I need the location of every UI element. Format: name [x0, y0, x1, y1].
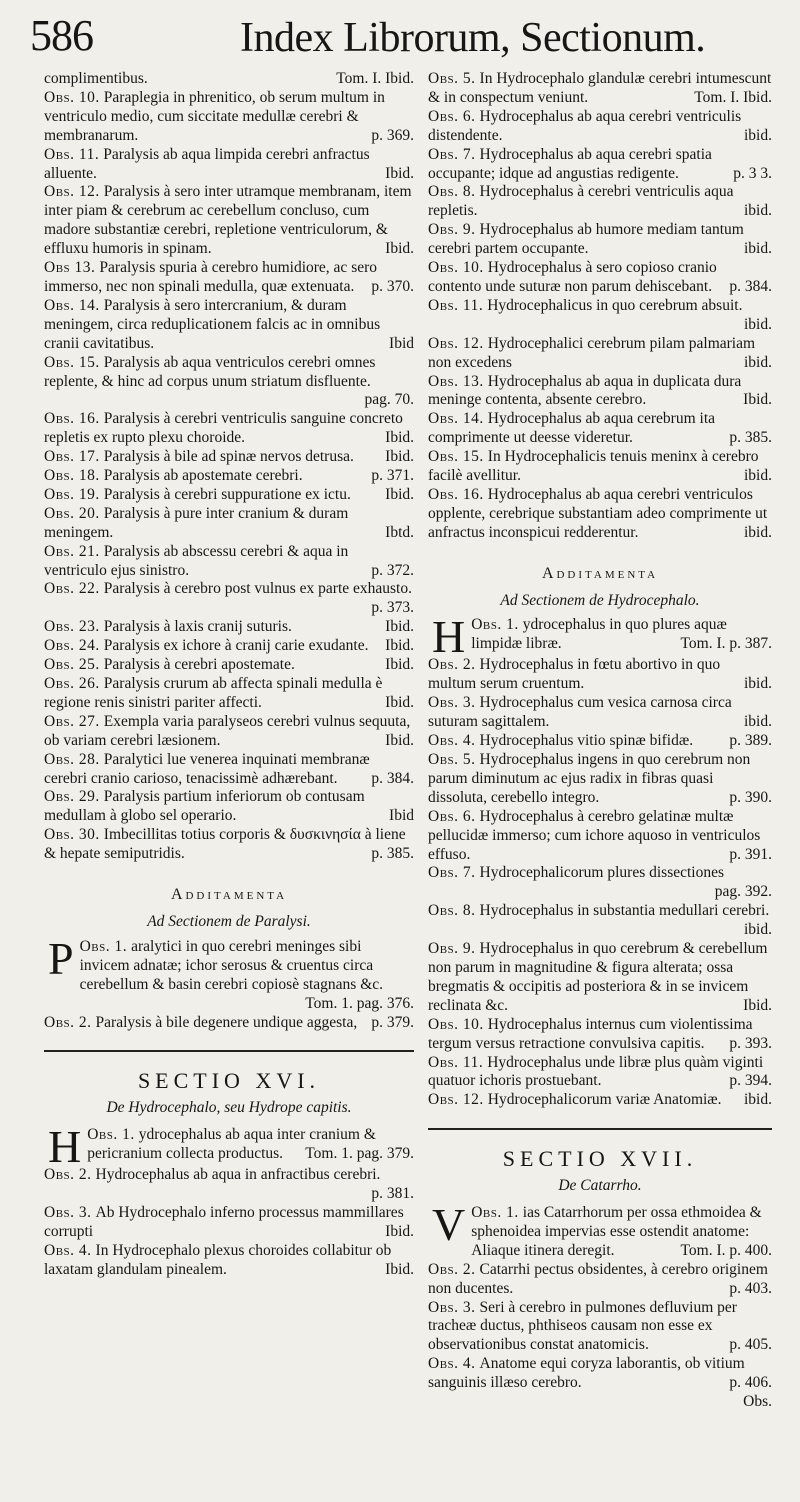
index-entry — [44, 618, 414, 637]
observation-label: Obs. 1. — [87, 1126, 135, 1144]
page-reference: p. 384. — [729, 277, 772, 295]
observation-label: Obs. 10. — [428, 1015, 484, 1033]
entry-text: Anatome equi coryza laborantis, ob vitium sanguinis illæso cerebro. — [428, 1355, 745, 1392]
entry-text: In Hydrocephalicis tenuis meninx à cerebro facilè avellitur. — [428, 448, 759, 485]
observation-label: Obs. 16. — [428, 485, 484, 503]
page-reference: p. 385. — [729, 429, 772, 447]
page-reference: ibid. — [744, 921, 772, 939]
index-entry — [428, 373, 772, 411]
observation-label: Obs. 2. — [44, 1013, 92, 1031]
observation-label: Obs. 1. — [471, 1204, 519, 1222]
entry-text: Ab Hydrocephalo inferno processus mammillares corrupti — [44, 1204, 404, 1240]
page-reference: Ibid. — [385, 429, 414, 447]
index-entry — [44, 259, 414, 297]
right-additamenta-list — [428, 611, 772, 1110]
entry-text: Paralysis ab apostemate cerebri. — [103, 467, 303, 485]
index-entry — [44, 486, 414, 505]
index-entry — [44, 1166, 414, 1204]
page-reference: Ibid — [389, 334, 414, 352]
index-entry — [44, 656, 414, 675]
observation-label: Obs. 13. — [428, 372, 484, 390]
page-reference: p. 372. — [371, 561, 414, 579]
page-reference: Ibid. — [385, 164, 414, 182]
page-reference: Ibid. — [385, 448, 414, 466]
observation-label: Obs. 12. — [428, 334, 484, 352]
section17-list — [428, 1199, 772, 1393]
entry-text: In Hydrocephalo glandulæ cerebri intumescunt & in conspectum veniunt. — [428, 70, 772, 106]
observation-label: Obs. 6. — [428, 107, 476, 125]
left-additamenta-subheading: Ad Sectionem de Paralysi. — [147, 912, 311, 930]
entry-text: Paralysis à cerebri apostemate. — [103, 656, 295, 674]
index-entry — [428, 297, 772, 335]
left-entries-list — [44, 70, 414, 864]
index-entry — [44, 183, 414, 259]
observation-label: Obs. 2. — [428, 656, 476, 674]
observation-label: Obs. 15. — [44, 353, 100, 371]
page-reference: Ibid. — [385, 618, 414, 636]
index-entry — [428, 751, 772, 808]
entry-text: Hydrocephalicorum variæ Anatomiæ. — [487, 1091, 722, 1109]
index-entry — [44, 410, 414, 448]
observation-label: Obs. 16. — [44, 410, 100, 428]
observation-label: Obs. 2. — [428, 1260, 476, 1278]
entry-text: Paralytici lue venerea inquinati membranæ cerebri cranio carioso, tenacissimè adhærebant. — [44, 750, 370, 787]
entry-text: Hydrocephalus in substantia medullari cerebri. — [479, 902, 770, 920]
section-divider — [428, 1128, 772, 1130]
observation-label: Obs. 22. — [44, 580, 100, 598]
entry-text: Exempla varia paralyseos cerebri vulnus sequuta, ob variam cerebri læsionem. — [44, 712, 411, 749]
observation-label: Obs. 19. — [44, 485, 100, 503]
index-entry — [44, 932, 414, 1014]
entry-text: In Hydrocephalo plexus choroides collabitur ob laxatam glandulam pinealem. — [44, 1241, 392, 1278]
entry-text: ydrocephalus ab aqua inter cranium & pericranium collecta productus. — [87, 1126, 376, 1163]
page-reference: p. 405. — [729, 1336, 772, 1354]
index-entry — [428, 1355, 772, 1393]
index-entry — [44, 580, 414, 618]
observation-label: Obs. 20. — [44, 504, 100, 522]
index-entry — [44, 675, 414, 713]
page-reference: pag. 70. — [364, 391, 414, 409]
page-reference: p. 3 3. — [733, 164, 772, 182]
right-additamenta-heading: Additamenta — [541, 564, 659, 582]
index-entry — [428, 221, 772, 259]
observation-label: Obs. 24. — [44, 637, 100, 655]
entry-text: Paralysis à bile ad spinæ nervos detrusa. — [103, 448, 354, 466]
page-reference: Tom. I. Ibid. — [336, 70, 414, 87]
entry-text: Hydrocephalicus in quo cerebrum absuit. — [487, 296, 743, 314]
page-reference: Tom. I. p. 387. — [680, 635, 772, 653]
page-reference: p. 391. — [729, 845, 772, 863]
observation-label: Obs. 1. — [471, 616, 519, 634]
index-entry — [428, 486, 772, 543]
entry-text: Hydrocephalici cerebrum pilam palmariam non excedens — [428, 334, 756, 371]
page-reference: p. 403. — [729, 1279, 772, 1297]
entry-text: Paralysis ab aqua limpida cerebri anfractus alluente. — [44, 145, 370, 182]
index-entry — [428, 1054, 772, 1092]
observation-label: Obs. 11. — [44, 145, 100, 163]
index-entry — [428, 732, 772, 751]
observation-label: Obs. 14. — [44, 296, 100, 314]
left-column — [44, 70, 414, 1280]
page-reference: ibid. — [744, 675, 772, 693]
index-entry — [428, 183, 772, 221]
observation-label: Obs. 10. — [428, 259, 484, 277]
index-entry — [428, 146, 772, 184]
observation-label: Obs. 5. — [428, 70, 476, 87]
index-entry — [44, 448, 414, 467]
entry-text: Hydrocephalus ab aqua cerebri ventriculos opplente, cerebrique substantiam adeo comprimente ut anfractus inconspicui redderentur. — [428, 485, 768, 541]
observation-label: Obs. 26. — [44, 675, 100, 692]
entry-text: complimentibus. — [44, 70, 148, 87]
page-reference: p. 370. — [371, 277, 414, 295]
drop-capital: P — [48, 932, 74, 984]
observation-label: Obs. 30. — [44, 826, 100, 844]
index-entry — [428, 1016, 772, 1054]
entry-text: Paralysis spuria à cerebro humidiore, ac sero immerso, nec non spinali medulla, quæ extenuata. — [44, 259, 378, 295]
page-reference: Tom. 1. pag. 376. — [305, 994, 414, 1012]
observation-label: Obs. 8. — [428, 902, 476, 920]
section16-list — [44, 1121, 414, 1279]
entry-text: Hydrocephalus à cerebro gelatinæ multæ pellucidæ immerso; cum ichore aquoso in ventriculos effuso. — [428, 807, 761, 863]
page-title: Index Librorum, Sectionum. — [240, 15, 706, 61]
page-reference: Ibid — [389, 807, 414, 825]
index-entry — [44, 1014, 414, 1033]
observation-label: Obs. 17. — [44, 448, 100, 466]
entry-text: Hydrocephalus ab humore mediam tantum cerebri partem occupante. — [428, 221, 744, 258]
index-entry — [44, 826, 414, 864]
entry-text: Hydrocephalus vitio spinæ bifidæ. — [479, 732, 694, 750]
page-reference: Ibid. — [743, 996, 772, 1014]
page-reference: ibid. — [744, 1091, 772, 1109]
index-entry — [428, 808, 772, 865]
page-reference: Tom. I. p. 400. — [680, 1241, 772, 1259]
observation-label: Obs. 25. — [44, 656, 100, 674]
index-entry — [44, 70, 414, 89]
page-number: 586 — [30, 11, 93, 60]
page-reference: ibid. — [744, 202, 772, 220]
observation-label: Obs. 7. — [428, 864, 476, 882]
index-entry — [428, 1261, 772, 1299]
observation-label: Obs. 1. — [79, 937, 128, 955]
page-reference: p. 369. — [371, 126, 414, 144]
entry-text: Paralysis à pure inter cranium & duram meningem. — [44, 504, 349, 541]
index-entry — [428, 940, 772, 1016]
entry-text: Hydrocephalus ab aqua in anfractibus cerebri. — [95, 1166, 381, 1184]
entry-text: Paralysis à cerebri suppuratione ex ictu. — [103, 485, 351, 503]
left-additamenta-list — [44, 932, 414, 1033]
page-reference: p. 394. — [729, 1072, 772, 1090]
entry-text: Hydrocephalus in fœtu abortivo in quo multum serum cruentum. — [428, 656, 721, 693]
entry-text: Hydrocephalus ingens in quo cerebrum non parum diminutum ac ejus radix in fibras quasi dissoluta, cerebello integro. — [428, 751, 751, 806]
observation-label: Obs. 9. — [428, 221, 476, 239]
index-entry — [44, 1242, 414, 1280]
index-entry — [428, 902, 772, 940]
page-reference: Ibid. — [385, 693, 414, 711]
entry-text: Seri à cerebro in pulmones defluvium per tracheæ ductus, phthiseos causam non esse ex observationibus constat anatomicis. — [428, 1298, 737, 1354]
observation-label: Obs. 3. — [428, 694, 476, 712]
entry-text: Paralysis partium inferiorum ob contusam medullam à globo sel operario. — [44, 788, 365, 825]
observation-label: Obs. 3. — [428, 1298, 476, 1316]
observation-label: Obs. 10. — [44, 88, 100, 106]
entry-text: Paralysis ab abscessu cerebri & aqua in ventriculo ejus sinistro. — [44, 542, 349, 579]
page-reference: ibid. — [744, 315, 772, 333]
index-entry — [44, 297, 414, 354]
entry-text: Hydrocephalus à sero copioso cranio contento unde suturæ non parum dehiscebant. — [428, 259, 717, 295]
observation-label: Obs. 6. — [428, 807, 476, 825]
entry-text: Paralysis à sero intercranium, & duram meningem, circa reduplicationem falcis ac in omnibus cranii cavitatibus. — [44, 296, 381, 352]
page-reference: ibid. — [744, 240, 772, 258]
index-entry — [44, 1121, 414, 1173]
page-reference: Ibid. — [385, 637, 414, 655]
entry-text: Paralysis à laxis cranij suturis. — [103, 618, 292, 636]
index-entry — [428, 1199, 772, 1261]
drop-capital: H — [432, 611, 466, 663]
entry-text: Imbecillitas totius corporis & δυσκινησία à liene & hepate semiputridis. — [44, 826, 406, 863]
page-reference: ibid. — [744, 126, 772, 144]
observation-label: Obs. 11. — [428, 1053, 484, 1071]
entry-text: Paralysis ab aqua ventriculos cerebri omnes replente, & hinc ad corpus unum striatum disfluente. — [44, 353, 376, 390]
page-reference: Ibid. — [385, 731, 414, 749]
index-entry — [428, 656, 772, 694]
entry-text: Catarrhi pectus obsidentes, à cerebro originem non ducentes. — [428, 1260, 768, 1297]
page-reference: ibid. — [744, 713, 772, 731]
observation-label: Obs. 9. — [428, 940, 476, 958]
page-reference: Ibid. — [385, 656, 414, 674]
observation-label: Obs. 23. — [44, 618, 100, 636]
drop-capital: V — [432, 1199, 466, 1251]
index-entry — [428, 410, 772, 448]
entry-text: Paralysis ex ichore à cranij carie exudante. — [103, 637, 369, 655]
page-reference: ibid. — [744, 467, 772, 485]
index-entry — [44, 146, 414, 184]
page-reference: Ibid. — [385, 1260, 414, 1278]
index-entry — [44, 354, 414, 411]
index-entry — [44, 713, 414, 751]
page-reference: p. 389. — [729, 732, 772, 750]
page-reference: p. 390. — [729, 788, 772, 806]
page-reference: Ibid. — [743, 391, 772, 409]
observation-label: Obs. 27. — [44, 712, 100, 730]
observation-label: Obs. 12. — [428, 1091, 484, 1109]
page-reference: p. 379. — [371, 1013, 414, 1031]
entry-text: Hydrocephalus cum vesica carnosa circa suturam sagittalem. — [428, 694, 732, 731]
page-reference: p. 385. — [371, 845, 414, 863]
section17-title: SECTIO XVII. — [502, 1146, 698, 1172]
page-reference: p. 384. — [371, 769, 414, 787]
index-entry — [44, 751, 414, 789]
index-entry — [44, 467, 414, 486]
entry-text: Hydrocephalus ab aqua cerebri ventriculis distendente. — [428, 107, 742, 144]
page-reference: Ibid. — [385, 485, 414, 503]
observation-label: Obs. 18. — [44, 467, 100, 485]
page-reference: p. 371. — [371, 467, 414, 485]
right-entries-list — [428, 70, 772, 543]
page-reference: Ibid. — [385, 1222, 414, 1240]
entry-text: Paralysis à cerebri ventriculis sanguine concreto repletis ex rupto plexu choroide. — [44, 410, 403, 447]
page-reference: p. 373. — [371, 599, 414, 617]
page-reference: Ibid. — [385, 240, 414, 258]
observation-label: Obs. 14. — [428, 410, 484, 428]
index-entry — [44, 89, 414, 146]
right-additamenta-subheading: Ad Sectionem de Hydrocephalo. — [500, 591, 700, 609]
index-entry — [428, 259, 772, 297]
page-reference: Ibtd. — [385, 523, 414, 541]
entry-text: Paralysis à bile degenere undique aggesta, — [95, 1013, 358, 1031]
entry-text: ias Catarrhorum per ossa ethmoidea & sphenoidea impervias esse ostendit anatome: Aliaque itinera deregit. — [471, 1204, 762, 1259]
observation-label: Obs. 8. — [428, 183, 476, 201]
section16-subtitle: De Hydrocephalo, seu Hydrope capitis. — [106, 1099, 352, 1117]
observation-label: Obs. 12. — [44, 183, 100, 201]
entry-text: Hydrocephalus ab aqua in duplicata dura meninge contenta, absente cerebro. — [428, 372, 742, 409]
entry-text: Hydrocephalicorum plures dissectiones — [479, 864, 725, 882]
entry-text: Paralysis à sero inter utramque membranam, item inter piam & cerebrum ac cerebellum conclusо, cum madore substantiæ cerebri, repletione ventriculorum, & effluxu humoris in spinam. — [44, 183, 412, 258]
page-reference: Tom. 1. pag. 379. — [305, 1145, 414, 1163]
entry-text: Hydrocephalus à cerebri ventriculis aqua repletis. — [428, 183, 734, 220]
section17-subtitle: De Catarrho. — [558, 1177, 642, 1195]
page-reference: p. 393. — [729, 1034, 772, 1052]
observation-label: Obs. 7. — [428, 145, 476, 163]
page-reference: p. 381. — [371, 1185, 414, 1203]
entry-text: Hydrocephalus internus cum violentissima tergum versus retractione convulsiva capitis. — [428, 1015, 753, 1052]
catchword: Obs. — [743, 1393, 772, 1411]
page-reference: p. 406. — [729, 1374, 772, 1392]
observation-label: Obs. 2. — [44, 1166, 92, 1184]
section16-title: SECTIO XVI. — [137, 1068, 321, 1094]
page-reference: Tom. I. Ibid. — [694, 88, 772, 106]
index-entry — [428, 70, 772, 108]
index-entry — [428, 108, 772, 146]
observation-label: Obs. 4. — [428, 1355, 476, 1373]
observation-label: Obs. 11. — [428, 296, 484, 314]
entry-text: Paralysis crurum ab affecta spinali medulla è regione renis sinistri pariter affecti. — [44, 675, 383, 711]
observation-label: Obs. 4. — [428, 732, 476, 750]
index-entry — [44, 637, 414, 656]
right-column — [428, 70, 772, 1412]
index-entry — [428, 448, 772, 486]
observation-label: Obs. 29. — [44, 788, 100, 806]
index-entry — [44, 505, 414, 543]
entry-text: ydrocephalus in quo plures aquæ limpidæ libræ. — [471, 616, 727, 653]
page-reference: ibid. — [744, 353, 772, 371]
observation-label: Obs. 28. — [44, 750, 100, 768]
entry-text: Hydrocephalus in quo cerebrum & cerebellum non parum in magnitudine & figura alterata; ossa bregmatis & occipitis ad posteriora & in se invicem reclinata &c. — [428, 940, 768, 1014]
index-entry — [44, 543, 414, 581]
section-divider — [44, 1050, 414, 1052]
index-entry — [428, 864, 772, 902]
index-entry — [428, 1091, 772, 1110]
page-reference: pag. 392. — [714, 883, 772, 901]
index-entry — [428, 1299, 772, 1356]
observation-label: Obs. 5. — [428, 751, 476, 768]
left-additamenta-heading: Additamenta — [170, 886, 288, 904]
entry-text: aralytici in quo cerebri meninges sibi invicem adnatæ; ichor serosus & cruentus circa cerebellum & basin cerebri copiosè stagnans &c. — [79, 937, 384, 993]
index-entry — [44, 788, 414, 826]
entry-text: Paraplegia in phrenitico, ob serum multum in ventriculo medio, cum siccitate medullæ cerebri & membranarum. — [44, 88, 385, 144]
entry-text: Hydrocephalus unde libræ plus quàm viginti quatuor ichoris prostuebant. — [428, 1053, 764, 1090]
index-entry — [428, 335, 772, 373]
page-reference: ibid. — [744, 523, 772, 541]
observation-label: Obs. 21. — [44, 542, 100, 560]
observation-label: Obs 13. — [44, 259, 96, 277]
entry-text: Paralysis à cerebro post vulnus ex parte exhausto. — [103, 580, 412, 598]
observation-label: Obs. 3. — [44, 1204, 92, 1222]
entry-text: Hydrocephalus ab aqua cerebrum ita comprimente ut deesse videretur. — [428, 410, 716, 447]
index-entry — [428, 694, 772, 732]
observation-label: Obs. 15. — [428, 448, 484, 466]
index-entry — [428, 611, 772, 663]
drop-capital: H — [48, 1121, 82, 1173]
entry-text: Hydrocephalus ab aqua cerebri spatia occupante; idque ad angustias redigente. — [428, 145, 712, 182]
observation-label: Obs. 4. — [44, 1241, 92, 1259]
index-entry — [44, 1204, 414, 1242]
